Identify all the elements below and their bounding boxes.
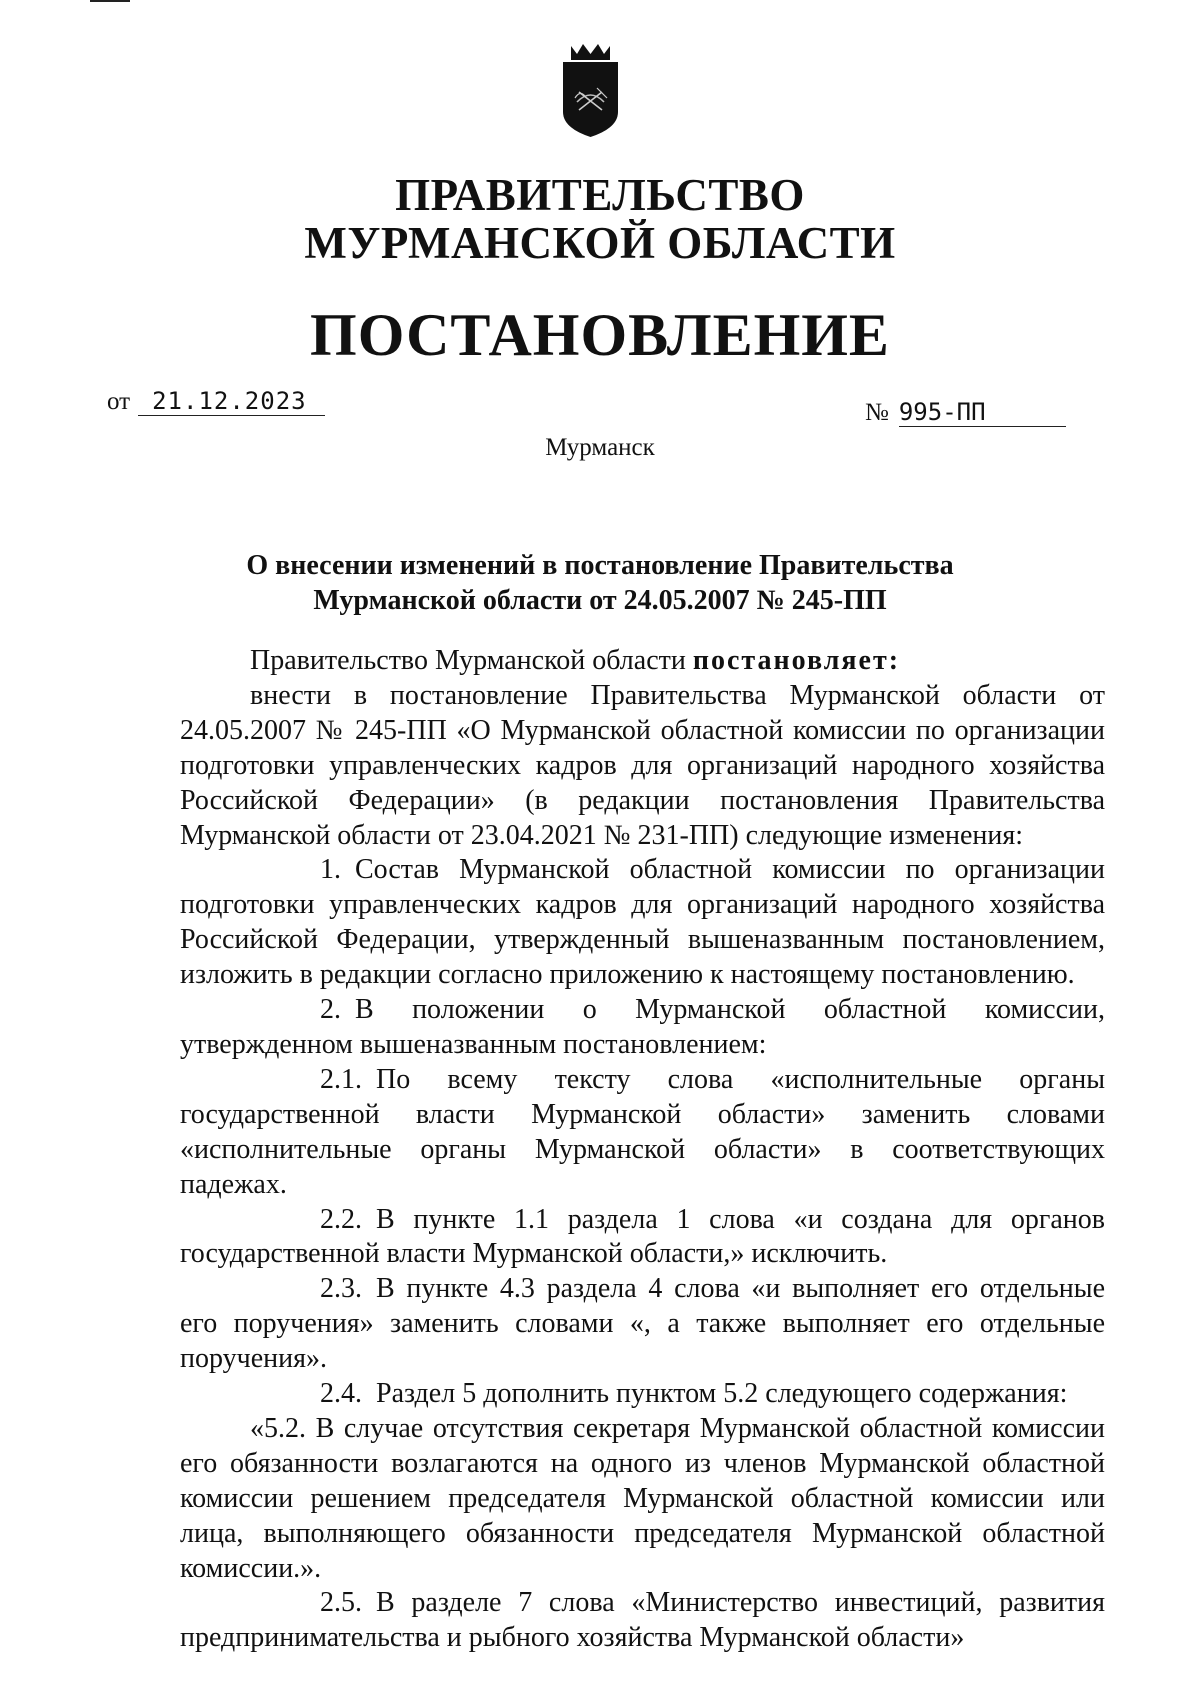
item-number: 2. bbox=[320, 994, 341, 1026]
item-number: 2.2. bbox=[320, 1203, 362, 1235]
document-date: 21.12.2023 bbox=[138, 387, 325, 416]
date-prefix: от bbox=[107, 388, 131, 415]
government-title-line2: МУРМАНСКОЙ ОБЛАСТИ bbox=[304, 218, 896, 268]
document-city: Мурманск bbox=[545, 434, 655, 461]
body-quote-5-2: «5.2. В случае отсутствия секретаря Мурманской областной комиссии его обязанности возлагаются на одного из членов Мурманской областной комиссии решением председателя Мурманской областной комиссии или лица, выполняющего обязанности председателя Мурманской областной комиссии.». bbox=[180, 1412, 1105, 1584]
body-intro bbox=[180, 644, 1105, 679]
item-text: По всему тексту слова «исполнительные органы государственной власти Мурманской области» заменить словами «исполнительные органы Мурманской области» в соответствующих падежах. bbox=[180, 1063, 1105, 1200]
body-item-2-5 bbox=[180, 1586, 1105, 1656]
intro-decree-word: постановляет: bbox=[692, 645, 901, 676]
item-number: 2.5. bbox=[320, 1587, 362, 1619]
coat-of-arms-icon bbox=[557, 40, 624, 140]
document-number-line bbox=[865, 398, 1066, 427]
item-number: 1. bbox=[320, 854, 341, 886]
item-text: В положении о Мурманской областной комиссии, утвержденном вышеназванным постановлением: bbox=[180, 994, 1105, 1060]
document-date-line bbox=[107, 387, 325, 416]
intro-lead: Правительство Мурманской области bbox=[250, 645, 693, 676]
item-number: 2.3. bbox=[320, 1273, 362, 1305]
document-subject-line1: О внесении изменений в постановление Правительства bbox=[246, 550, 954, 581]
number-prefix: № bbox=[865, 399, 889, 426]
item-text: Раздел 5 дополнить пунктом 5.2 следующего содержания: bbox=[376, 1378, 1068, 1410]
body-item-2-3 bbox=[180, 1272, 1105, 1377]
item-text: Состав Мурманской областной комиссии по организации подготовки управленческих кадров для организаций народного хозяйства Российской Федерации, утвержденный вышеназванным постановлением, изложить в редакции согласно приложению к настоящему постановлению. bbox=[180, 854, 1105, 991]
body-paragraph-main: внести в постановление Правительства Мурманской области от 24.05.2007 № 245-ПП «О Мурманской областной комиссии по организации подготовки управленческих кадров для организаций народного хозяйства Российской Федерации» (в редакции постановления Правительства Мурманской области от 23.04.2021 № 231-ПП) следующие изменения: bbox=[180, 679, 1105, 851]
item-number: 2.1. bbox=[320, 1063, 362, 1095]
government-title-line1: ПРАВИТЕЛЬСТВО bbox=[395, 170, 805, 220]
document-subject-line2: Мурманской области от 24.05.2007 № 245-ПП bbox=[313, 585, 887, 616]
item-number: 2.4. bbox=[320, 1378, 362, 1410]
document-type-title: ПОСТАНОВЛЕНИЕ bbox=[310, 302, 890, 368]
body-item-2 bbox=[180, 993, 1105, 1063]
document-number: 995-ПП bbox=[899, 398, 1066, 427]
body-item-2-2 bbox=[180, 1203, 1105, 1273]
scan-edge-mark bbox=[90, 0, 130, 2]
body-item-2-4 bbox=[180, 1377, 1105, 1412]
document-body bbox=[180, 644, 1105, 1656]
item-text: В разделе 7 слова «Министерство инвестиций, развития предпринимательства и рыбного хозяйства Мурманской области» bbox=[180, 1587, 1105, 1654]
item-text: В пункте 1.1 раздела 1 слова «и создана для органов государственной власти Мурманской области,» исключить. bbox=[180, 1203, 1105, 1270]
body-item-1 bbox=[180, 853, 1105, 993]
body-item-2-1 bbox=[180, 1063, 1105, 1203]
item-text: В пункте 4.3 раздела 4 слова «и выполняет его отдельные его поручения» заменить словами «, а также выполняет его отдельные поручения». bbox=[180, 1273, 1105, 1375]
